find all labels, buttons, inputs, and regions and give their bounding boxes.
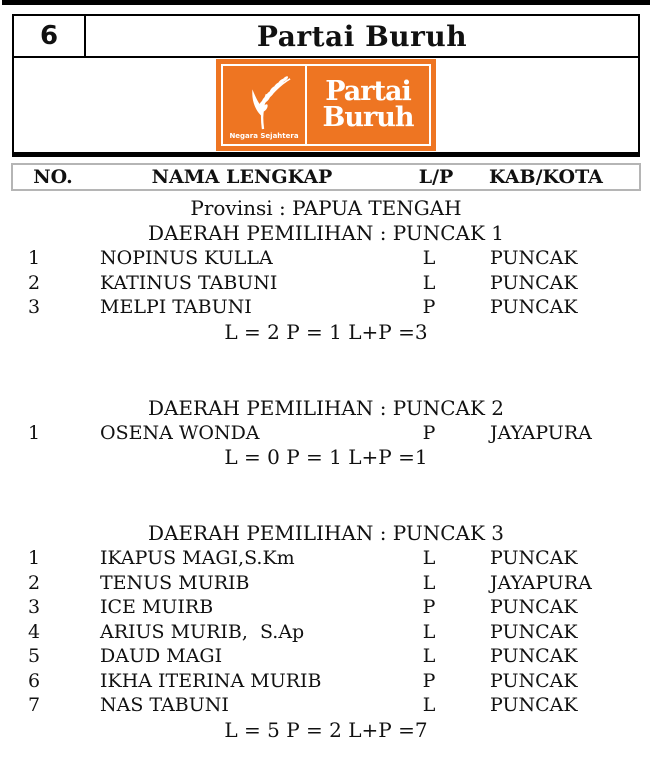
top-divider (2, 0, 650, 5)
party-name-title: Partai Buruh (256, 19, 468, 53)
candidate-row (0, 693, 652, 718)
dapil-section (0, 221, 652, 345)
section-rows (0, 546, 652, 718)
table-column-header (11, 163, 641, 191)
row-no: 1 (28, 247, 41, 269)
column-lp: L/P (418, 166, 454, 188)
section-rows (0, 246, 652, 320)
row-no: 4 (28, 620, 41, 643)
column-no: NO. (33, 166, 73, 188)
row-lp: P (422, 596, 436, 618)
section-title: DAERAH PEMILIHAN : PUNCAK 1 (147, 221, 505, 245)
dapil-section (0, 521, 652, 743)
row-kab: PUNCAK (490, 645, 578, 667)
logo-tagline: Negara Sejahtera (229, 132, 299, 140)
section-summary: L = 2 P = 1 L+P =3 (224, 319, 428, 344)
row-no: 1 (28, 547, 41, 569)
row-name: TENUS MURIB (100, 571, 250, 594)
candidate-row (0, 271, 652, 296)
section-title: DAERAH PEMILIHAN : PUNCAK 3 (147, 521, 505, 545)
province-label: Provinsi : PAPUA TENGAH (190, 196, 462, 220)
party-logo (216, 59, 436, 151)
party-header-row (14, 16, 638, 58)
party-logo-frame (221, 64, 431, 146)
row-name: MELPI TABUNI (100, 296, 252, 318)
row-lp: L (422, 645, 436, 667)
row-name: DAUD MAGI (100, 645, 223, 667)
section-summary: L = 5 P = 2 L+P =7 (224, 717, 428, 742)
party-logo-wordmark (307, 66, 429, 144)
candidate-row (0, 246, 652, 271)
candidate-row (0, 644, 652, 669)
candidate-list (0, 196, 652, 743)
party-logo-row (14, 58, 638, 152)
row-name: IKHA ITERINA MURIB (100, 669, 322, 692)
row-no: 3 (28, 596, 41, 618)
row-kab: PUNCAK (490, 247, 578, 269)
row-no: 7 (28, 694, 41, 716)
row-no: 2 (28, 571, 41, 594)
candidate-row (0, 421, 652, 446)
row-name: ICE MUIRB (100, 596, 214, 618)
column-kab-kota: KAB/KOTA (489, 166, 603, 188)
sections (0, 221, 652, 743)
row-kab: PUNCAK (490, 669, 578, 692)
row-name: OSENA WONDA (100, 421, 260, 444)
row-lp: L (422, 547, 436, 569)
logo-word-buruh: Buruh (322, 102, 414, 133)
candidate-row (0, 595, 652, 620)
row-lp: P (422, 421, 436, 444)
section-title: DAERAH PEMILIHAN : PUNCAK 2 (147, 395, 505, 420)
row-lp: P (422, 669, 436, 692)
wheat-icon (235, 73, 293, 131)
candidate-row (0, 571, 652, 596)
row-kab: PUNCAK (490, 296, 578, 318)
row-lp: L (422, 694, 436, 716)
dapil-section (0, 396, 652, 471)
logo-word-partai: Partai (325, 76, 411, 108)
candidate-row (0, 620, 652, 645)
section-rows (0, 421, 652, 446)
party-header-box (12, 14, 640, 157)
row-name: IKAPUS MAGI,S.Km (100, 547, 295, 569)
row-lp: L (422, 247, 436, 269)
section-summary: L = 0 P = 1 L+P =1 (224, 445, 428, 469)
row-name: NOPINUS KULLA (100, 247, 273, 269)
row-kab: JAYAPURA (490, 571, 592, 594)
row-kab: PUNCAK (490, 547, 578, 569)
row-lp: L (422, 620, 436, 643)
row-no: 5 (28, 645, 41, 667)
row-lp: P (422, 296, 436, 318)
row-name: NAS TABUNI (100, 694, 229, 716)
row-no: 3 (28, 296, 41, 318)
row-lp: L (422, 571, 436, 594)
row-kab: PUNCAK (490, 271, 578, 294)
candidate-row (0, 546, 652, 571)
row-kab: JAYAPURA (490, 421, 592, 444)
row-no: 1 (28, 421, 41, 444)
row-kab: PUNCAK (490, 596, 578, 618)
row-no: 6 (28, 669, 41, 692)
row-kab: PUNCAK (490, 694, 578, 716)
party-logo-left-panel (223, 66, 307, 144)
column-nama-lengkap: NAMA LENGKAP (151, 166, 333, 188)
party-number: 6 (14, 16, 86, 56)
row-no: 2 (28, 271, 41, 294)
row-name: ARIUS MURIB, S.Ap (100, 620, 305, 643)
candidate-row (0, 669, 652, 694)
candidate-row (0, 295, 652, 320)
row-kab: PUNCAK (490, 620, 578, 643)
row-lp: L (422, 271, 436, 294)
row-name: KATINUS TABUNI (100, 271, 278, 294)
